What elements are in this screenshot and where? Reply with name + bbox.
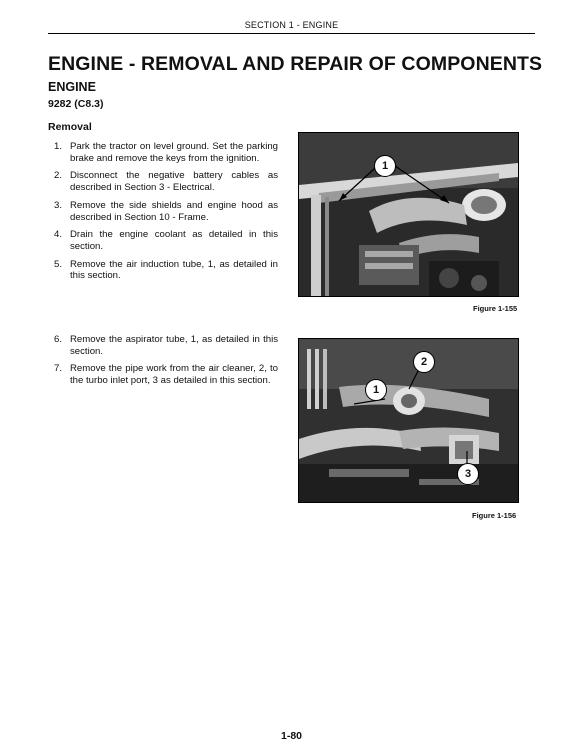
step-item bbox=[54, 229, 278, 252]
step-item bbox=[54, 170, 278, 193]
step-number: 2. bbox=[54, 170, 63, 182]
step-text: Remove the aspirator tube, 1, as detailed in this section. bbox=[70, 334, 278, 357]
model-title: 9282 (C8.3) bbox=[48, 98, 104, 110]
step-number: 3. bbox=[54, 199, 63, 211]
callout-1: 1 bbox=[365, 379, 387, 401]
engine-photo-illustration bbox=[299, 339, 518, 502]
step-item bbox=[54, 200, 278, 223]
page-number: 1-80 bbox=[280, 730, 302, 742]
step-number: 5. bbox=[54, 258, 63, 270]
figure-1-155-photo bbox=[298, 132, 519, 297]
step-text: Drain the engine coolant as detailed in this section. bbox=[70, 229, 278, 252]
callout-1: 1 bbox=[374, 155, 396, 177]
step-text: Remove the side shields and engine hood as described in Section 10 - Frame. bbox=[70, 199, 278, 223]
engine-photo-illustration bbox=[299, 133, 518, 296]
step-item bbox=[54, 334, 278, 357]
step-text: Disconnect the negative battery cables as described in Section 3 - Electrical. bbox=[70, 170, 278, 194]
removal-steps-2 bbox=[54, 334, 278, 393]
page-title: ENGINE - REMOVAL AND REPAIR OF COMPONENTS bbox=[48, 53, 543, 75]
header-rule bbox=[48, 33, 535, 34]
page-header: SECTION 1 - ENGINE bbox=[244, 20, 339, 30]
step-number: 1. bbox=[54, 141, 63, 152]
step-number: 7. bbox=[54, 363, 63, 375]
step-text: Remove the air induction tube, 1, as detailed in this section. bbox=[70, 258, 278, 282]
figure-caption: Figure 1-156 bbox=[472, 511, 517, 520]
step-text: Park the tractor on level ground. Set the parking brake and remove the keys from the ignition. bbox=[70, 141, 278, 164]
step-item bbox=[54, 363, 278, 386]
step-number: 4. bbox=[54, 229, 63, 241]
step-item bbox=[54, 259, 278, 282]
step-number: 6. bbox=[54, 334, 63, 345]
step-text: Remove the pipe work from the air cleaner, 2, to the turbo inlet port, 3 as detailed in this section. bbox=[70, 363, 278, 387]
section-title: ENGINE bbox=[48, 80, 96, 94]
step-item bbox=[54, 141, 278, 164]
removal-steps-1 bbox=[54, 141, 278, 288]
figure-1-156-photo bbox=[298, 338, 519, 503]
callout-3: 3 bbox=[457, 463, 479, 485]
callout-2: 2 bbox=[413, 351, 435, 373]
figure-caption: Figure 1-155 bbox=[473, 304, 518, 313]
subsection-title: Removal bbox=[48, 121, 92, 133]
